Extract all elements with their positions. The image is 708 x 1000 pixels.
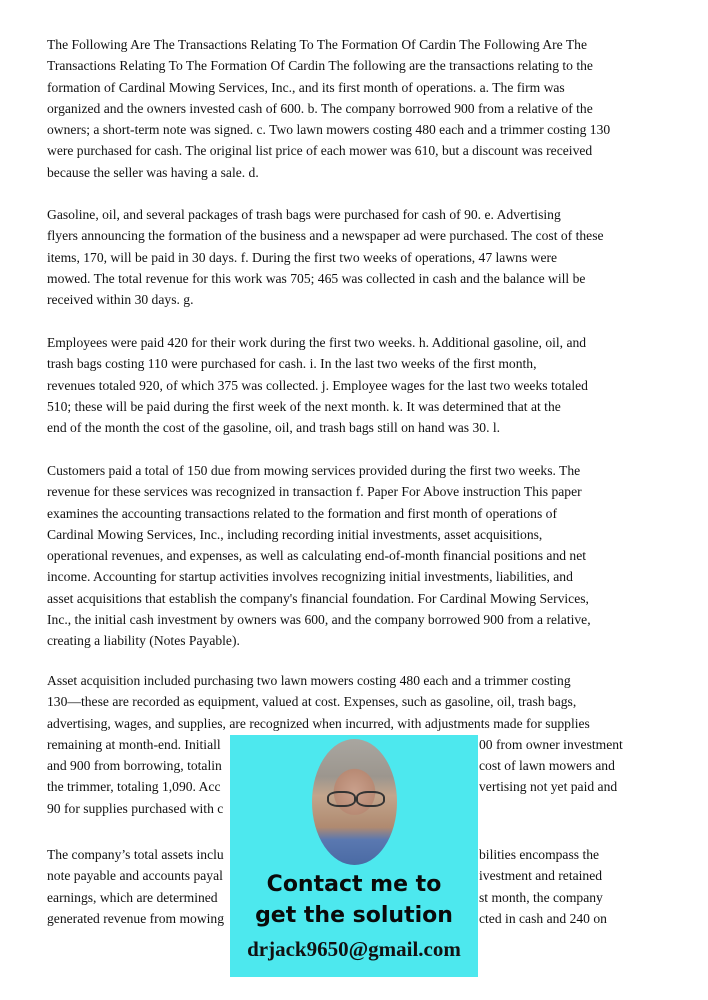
text-fragment-left: advertising, wages, and supplies, are recognized when incurred, with adjustments made for supplies — [47, 715, 590, 731]
text-fragment-right: cted in cash and 240 on — [479, 910, 607, 926]
text-line: Customers paid a total of 150 due from mowing services provided during the first two weeks. The — [47, 463, 581, 478]
text-fragment-left: remaining at month-end. Initiall — [47, 736, 221, 752]
text-line: Gasoline, oil, and several packages of trash bags were purchased for cash of 90. e. Advertising — [47, 207, 561, 222]
text-line: were purchased for cash. The original list price of each mower was 610, but a discount was received — [47, 143, 593, 159]
text-fragment-left: The company’s total assets inclu — [47, 847, 224, 862]
text-line: revenue for these services was recognized in transaction f. Paper For Above instruction This paper — [47, 484, 582, 500]
text-fragment-left: Asset acquisition included purchasing two lawn mowers costing 480 each and a trimmer costing — [47, 673, 571, 688]
paragraph — [47, 34, 667, 183]
text-line: Cardinal Mowing Services, Inc., including recording initial investments, asset acquisitions, — [47, 526, 543, 542]
text-line: owners; a short-term note was signed. c. Two lawn mowers costing 480 each and a trimmer costing 130 — [47, 122, 611, 138]
glasses-right — [356, 791, 385, 807]
paragraph — [47, 332, 667, 438]
text-line: formation of Cardinal Mowing Services, Inc., and its first month of operations. a. The firm was — [47, 79, 565, 95]
text-fragment-left: and 900 from borrowing, totalin — [47, 758, 222, 774]
text-fragment-right: cost of lawn mowers and — [479, 758, 615, 774]
contact-promo-overlay[interactable] — [230, 735, 478, 977]
text-line: 510; these will be paid during the first week of the next month. k. It was determined that at the — [47, 398, 561, 414]
text-fragment-left: the trimmer, totaling 1,090. Acc — [47, 779, 221, 795]
text-line: received within 30 days. g. — [47, 292, 194, 308]
text-line: income. Accounting for startup activities involves recognizing initial investments, liabilities, and — [47, 569, 573, 585]
headline-line-2: get the solution — [255, 903, 453, 928]
text-line: examines the accounting transactions related to the formation and first month of operations of — [47, 505, 557, 521]
text-fragment-right: 00 from owner investment — [479, 736, 623, 752]
glasses-left — [327, 791, 356, 807]
text-line: Transactions Relating To The Formation Of Cardin The following are the transactions relating to the — [47, 58, 593, 74]
contact-headline — [230, 869, 478, 931]
text-fragment-left: generated revenue from mowing — [47, 910, 225, 926]
text-line: flyers announcing the formation of the business and a newspaper ad were purchased. The cost of these — [47, 228, 604, 244]
text-line: Employees were paid 420 for their work during the first two weeks. h. Additional gasoline, oil, and — [47, 335, 587, 350]
text-fragment-left: 130—these are recorded as equipment, valued at cost. Expenses, such as gasoline, oil, trash bags, — [47, 694, 577, 710]
text-fragment-right: vertising not yet paid and — [479, 779, 618, 795]
text-line: asset acquisitions that establish the company's financial foundation. For Cardinal Mowing Services, — [47, 590, 589, 606]
text-line: The Following Are The Transactions Relating To The Formation Of Cardin The Following Are The — [47, 37, 587, 52]
text-line: mowed. The total revenue for this work was 705; 465 was collected in cash and the balance will be — [47, 270, 586, 286]
text-fragment-left: earnings, which are determined — [47, 889, 218, 905]
text-line: creating a liability (Notes Payable). — [47, 633, 240, 649]
text-fragment-left: 90 for supplies purchased with c — [47, 800, 224, 816]
text-line: items, 170, will be paid in 30 days. f. During the first two weeks of operations, 47 lawns were — [47, 249, 558, 265]
text-fragment-right: ivestment and retained — [479, 868, 603, 884]
headline-line-1: Contact me to — [266, 872, 442, 897]
text-fragment-right: st month, the company — [479, 889, 603, 905]
text-line: trash bags costing 110 were purchased for cash. i. In the last two weeks of the first month, — [47, 356, 537, 372]
text-line: operational revenues, and expenses, as well as calculating end-of-month financial positions and net — [47, 548, 587, 564]
text-line — [47, 691, 667, 712]
text-line: end of the month the cost of the gasoline, oil, and trash bags still on hand was 30. l. — [47, 420, 501, 436]
text-line: revenues totaled 920, of which 375 was collected. j. Employee wages for the last two weeks totaled — [47, 377, 588, 393]
paragraph — [47, 204, 667, 310]
author-portrait — [312, 739, 397, 865]
text-fragment-right: bilities encompass the — [479, 847, 600, 862]
text-fragment-left: note payable and accounts payal — [47, 868, 223, 884]
text-line — [47, 713, 667, 734]
text-line — [47, 670, 667, 691]
paragraph — [47, 460, 667, 652]
text-line: because the seller was having a sale. d. — [47, 164, 259, 180]
contact-email[interactable]: drjack9650@gmail.com — [247, 937, 461, 961]
text-line: Inc., the initial cash investment by owners was 600, and the company borrowed 900 from a relative, — [47, 612, 591, 628]
text-line: organized and the owners invested cash of 600. b. The company borrowed 900 from a relative of the — [47, 100, 593, 116]
